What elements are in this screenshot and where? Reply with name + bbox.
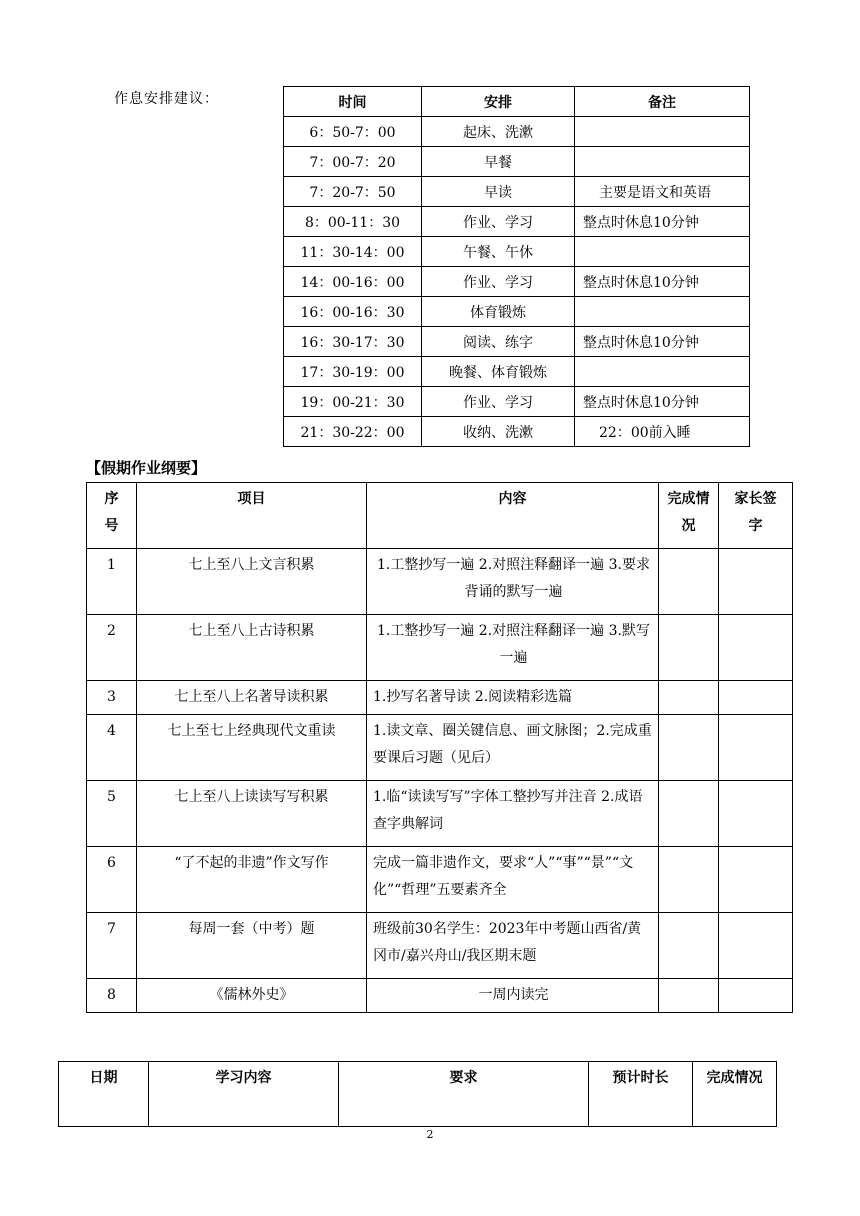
- schedule-row: [284, 177, 750, 207]
- outline-content: 1.工整抄写一遍 2.对照注释翻译一遍 3.要求背诵的默写一遍: [367, 549, 659, 615]
- page-number: 2: [426, 1128, 434, 1141]
- schedule-activity: 早餐: [422, 147, 575, 177]
- outline-sign-cell[interactable]: [719, 549, 793, 615]
- outline-header-content: 内容: [367, 483, 659, 549]
- schedule-activity: 作业、学习: [422, 387, 575, 417]
- outline-sign-cell[interactable]: [719, 847, 793, 913]
- outline-header-status: 完成情况: [659, 483, 719, 549]
- outline-content: 1.临“读读写写”字体工整抄写并注音 2.成语查字典解词: [367, 781, 659, 847]
- outline-item: 七上至八上古诗积累: [137, 615, 367, 681]
- outline-no: 8: [87, 979, 137, 1013]
- schedule-activity: 体育锻炼: [422, 297, 575, 327]
- schedule-time: 14：00-16：00: [284, 267, 422, 297]
- schedule-row: [284, 297, 750, 327]
- schedule-note: 主要是语文和英语: [575, 177, 750, 207]
- outline-sign-cell[interactable]: [719, 913, 793, 979]
- outline-content: 1.工整抄写一遍 2.对照注释翻译一遍 3.默写一遍: [367, 615, 659, 681]
- schedule-row: [284, 267, 750, 297]
- schedule-time: 7：00-7：20: [284, 147, 422, 177]
- schedule-note: [575, 237, 750, 267]
- outline-no: 6: [87, 847, 137, 913]
- outline-row: [87, 681, 793, 715]
- schedule-row: [284, 387, 750, 417]
- outline-item: “了不起的非遗”作文写作: [137, 847, 367, 913]
- schedule-row: [284, 117, 750, 147]
- outline-row: [87, 781, 793, 847]
- schedule-note: 整点时休息10分钟: [575, 267, 750, 297]
- schedule-note: [575, 357, 750, 387]
- outline-header-no: 序号: [87, 483, 137, 549]
- outline-header-row: [87, 483, 793, 549]
- schedule-time: 16：00-16：30: [284, 297, 422, 327]
- outline-no: 4: [87, 715, 137, 781]
- schedule-table: [283, 86, 750, 447]
- plan-header-requirement: 要求: [339, 1062, 589, 1127]
- outline-sign-cell[interactable]: [719, 615, 793, 681]
- outline-status-cell[interactable]: [659, 979, 719, 1013]
- outline-content: 完成一篇非遗作文，要求“人”“事”“景”“文化”“哲理”五要素齐全: [367, 847, 659, 913]
- schedule-time: 17：30-19：00: [284, 357, 422, 387]
- schedule-note: 整点时休息10分钟: [575, 327, 750, 357]
- plan-header-duration: 预计时长: [589, 1062, 693, 1127]
- study-plan-table: [58, 1061, 777, 1127]
- schedule-row: [284, 237, 750, 267]
- outline-no: 3: [87, 681, 137, 715]
- outline-sign-cell[interactable]: [719, 715, 793, 781]
- schedule-activity: 早读: [422, 177, 575, 207]
- schedule-label: 作息安排建议：: [114, 91, 219, 107]
- schedule-time: 21：30-22：00: [284, 417, 422, 447]
- schedule-row: [284, 207, 750, 237]
- outline-item: 七上至八上文言积累: [137, 549, 367, 615]
- outline-row: [87, 847, 793, 913]
- outline-no: 2: [87, 615, 137, 681]
- schedule-time: 19：00-21：30: [284, 387, 422, 417]
- schedule-time: 16：30-17：30: [284, 327, 422, 357]
- schedule-row: [284, 357, 750, 387]
- schedule-activity: 午餐、午休: [422, 237, 575, 267]
- outline-header-item: 项目: [137, 483, 367, 549]
- schedule-header-row: [284, 87, 750, 117]
- outline-title: 【假期作业纲要】: [86, 459, 207, 477]
- outline-no: 7: [87, 913, 137, 979]
- plan-header-date: 日期: [59, 1062, 149, 1127]
- schedule-activity: 晚餐、体育锻炼: [422, 357, 575, 387]
- outline-item: 每周一套（中考）题: [137, 913, 367, 979]
- outline-status-cell[interactable]: [659, 715, 719, 781]
- plan-header-content: 学习内容: [149, 1062, 339, 1127]
- outline-content: 班级前30名学生：2023年中考题山西省/黄冈市/嘉兴舟山/我区期末题: [367, 913, 659, 979]
- outline-item: 七上至八上读读写写积累: [137, 781, 367, 847]
- outline-status-cell[interactable]: [659, 549, 719, 615]
- outline-row: [87, 913, 793, 979]
- schedule-note: [575, 147, 750, 177]
- schedule-activity: 作业、学习: [422, 267, 575, 297]
- schedule-note: 整点时休息10分钟: [575, 207, 750, 237]
- schedule-time: 11：30-14：00: [284, 237, 422, 267]
- outline-content: 1.读文章、圈关键信息、画文脉图；2.完成重要课后习题（见后）: [367, 715, 659, 781]
- outline-status-cell[interactable]: [659, 681, 719, 715]
- outline-status-cell[interactable]: [659, 913, 719, 979]
- outline-row: [87, 549, 793, 615]
- schedule-note: [575, 297, 750, 327]
- plan-header-status: 完成情况: [693, 1062, 777, 1127]
- schedule-activity: 收纳、洗漱: [422, 417, 575, 447]
- outline-sign-cell[interactable]: [719, 781, 793, 847]
- schedule-note: [575, 117, 750, 147]
- outline-status-cell[interactable]: [659, 615, 719, 681]
- schedule-time: 8：00-11：30: [284, 207, 422, 237]
- schedule-note: 整点时休息10分钟: [575, 387, 750, 417]
- outline-status-cell[interactable]: [659, 781, 719, 847]
- outline-sign-cell[interactable]: [719, 681, 793, 715]
- schedule-header-activity: 安排: [422, 87, 575, 117]
- outline-no: 5: [87, 781, 137, 847]
- outline-status-cell[interactable]: [659, 847, 719, 913]
- schedule-time: 6：50-7：00: [284, 117, 422, 147]
- schedule-row: [284, 417, 750, 447]
- outline-content: 一周内读完: [367, 979, 659, 1013]
- schedule-activity: 阅读、练字: [422, 327, 575, 357]
- outline-item: 七上至八上名著导读积累: [137, 681, 367, 715]
- schedule-time: 7：20-7：50: [284, 177, 422, 207]
- outline-row: [87, 715, 793, 781]
- outline-sign-cell[interactable]: [719, 979, 793, 1013]
- outline-no: 1: [87, 549, 137, 615]
- plan-header-row: [59, 1062, 777, 1127]
- schedule-note: 22：00前入睡: [575, 417, 750, 447]
- outline-item: 七上至七上经典现代文重读: [137, 715, 367, 781]
- schedule-activity: 起床、洗漱: [422, 117, 575, 147]
- schedule-activity: 作业、学习: [422, 207, 575, 237]
- outline-content: 1.抄写名著导读 2.阅读精彩选篇: [367, 681, 659, 715]
- outline-header-sign: 家长签字: [719, 483, 793, 549]
- outline-item: 《儒林外史》: [137, 979, 367, 1013]
- outline-row: [87, 615, 793, 681]
- schedule-row: [284, 327, 750, 357]
- homework-outline-table: [86, 482, 793, 1013]
- schedule-row: [284, 147, 750, 177]
- schedule-header-note: 备注: [575, 87, 750, 117]
- schedule-header-time: 时间: [284, 87, 422, 117]
- outline-row: [87, 979, 793, 1013]
